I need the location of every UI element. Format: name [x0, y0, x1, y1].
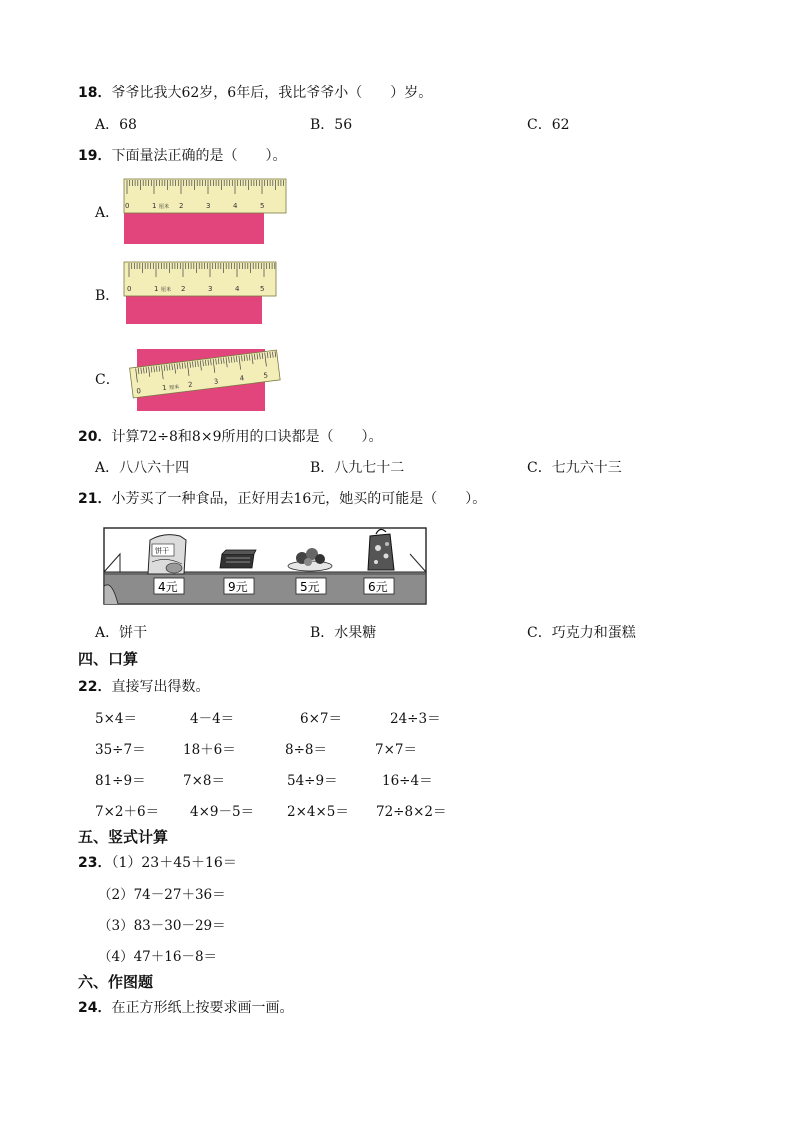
calc-item: 81÷9＝	[95, 773, 146, 789]
vertical-calc-item: （2）74－27＋36＝	[98, 887, 226, 903]
calc-item: 35÷7＝	[95, 742, 146, 758]
tick-label: 0	[125, 202, 130, 210]
question-18	[78, 82, 432, 102]
question-number: 23．	[78, 855, 112, 871]
question-22	[78, 676, 209, 696]
question-number: 19．	[78, 148, 112, 164]
calc-item: 8÷8＝	[285, 742, 327, 758]
ruler	[124, 262, 276, 296]
price-tag	[224, 578, 254, 594]
question-number: 22．	[78, 679, 112, 695]
question-text: 小芳买了一种食品，正好用去16元，她买的可能是（ ）。	[111, 491, 487, 507]
question-20	[78, 426, 382, 446]
option-b[interactable]: B．水果糖	[310, 625, 377, 641]
shop-shelf-figure	[102, 522, 428, 606]
price-label: 6元	[368, 580, 388, 594]
tick-label: 2	[181, 285, 186, 293]
question-text: 爷爷比我大62岁，6年后，我比爷爷小（ ）岁。	[111, 85, 433, 101]
tick-label: 1	[154, 285, 159, 293]
tick-label: 3	[213, 377, 219, 386]
tick-label: 2	[179, 202, 184, 210]
calc-item: 4－4＝	[190, 711, 235, 727]
vertical-calc-item: （4）47＋16－8＝	[98, 949, 218, 965]
ruler-figure-b	[120, 258, 290, 328]
question-text: 下面量法正确的是（ ）。	[111, 148, 287, 164]
question-text: 在正方形纸上按要求画一画。	[111, 1000, 294, 1016]
tick-label: 4	[233, 202, 238, 210]
vertical-calc-item: （3）83－30－29＝	[98, 918, 226, 934]
question-text: 计算72÷8和8×9所用的口诀都是（ ）。	[111, 429, 383, 445]
calc-item: 5×4＝	[95, 711, 137, 727]
price-tag	[364, 578, 394, 594]
option-c[interactable]: C．	[95, 372, 120, 388]
option-c[interactable]: C．62	[527, 117, 570, 133]
tick-label: 1	[152, 202, 157, 210]
tick-label: 5	[263, 371, 269, 380]
calc-item: 7×8＝	[183, 773, 225, 789]
unit-label: 厘米	[159, 204, 170, 210]
question-19	[78, 145, 286, 165]
section-heading-vertical-calc: 五、竖式计算	[78, 828, 169, 846]
calc-item: 54÷9＝	[287, 773, 338, 789]
option-b[interactable]: B．八九七十二	[310, 460, 405, 476]
tick-label: 0	[136, 386, 142, 396]
calc-item: 18＋6＝	[183, 742, 236, 758]
price-label: 4元	[158, 580, 178, 594]
calc-item: 4×9－5＝	[190, 804, 255, 820]
option-b[interactable]: B．56	[310, 117, 353, 133]
ruler-figure-a	[120, 174, 290, 246]
ruler-figure-c	[125, 345, 295, 413]
tick-label: 3	[206, 202, 211, 210]
calc-item: 7×2＋6＝	[95, 804, 160, 820]
calc-item: 6×7＝	[300, 711, 342, 727]
cake-box-icon	[368, 529, 394, 570]
price-tag	[154, 578, 184, 594]
ruler	[124, 179, 286, 213]
calc-item: 24÷3＝	[390, 711, 441, 727]
unit-label: 厘米	[161, 287, 172, 293]
tick-label: 0	[127, 285, 132, 293]
question-number: 18．	[78, 85, 112, 101]
option-c[interactable]: C．七九六十三	[527, 460, 622, 476]
question-number: 20．	[78, 429, 112, 445]
option-a[interactable]: A．八八六十四	[95, 460, 190, 476]
question-23	[78, 852, 237, 872]
tick-label: 4	[235, 285, 240, 293]
question-number: 24．	[78, 1000, 112, 1016]
question-text: （1）23＋45＋16＝	[111, 855, 237, 871]
option-a[interactable]: A．饼干	[95, 625, 148, 641]
option-a[interactable]: A．68	[95, 117, 137, 133]
calc-item: 2×4×5＝	[287, 804, 349, 820]
price-label: 9元	[228, 580, 248, 594]
biscuit-label: 饼干	[155, 547, 169, 555]
tick-label: 5	[260, 202, 265, 210]
tick-label: 1	[161, 383, 168, 393]
section-heading-drawing: 六、作图题	[78, 973, 154, 991]
section-heading-oral: 四、口算	[78, 650, 139, 668]
unit-label: 厘米	[169, 384, 180, 392]
option-c[interactable]: C．巧克力和蛋糕	[527, 625, 636, 641]
calc-item: 7×7＝	[375, 742, 417, 758]
biscuit-icon	[148, 535, 186, 574]
tick-label: 4	[239, 374, 245, 383]
tick-label: 3	[208, 285, 213, 293]
question-number: 21．	[78, 491, 112, 507]
calc-item: 72÷8×2＝	[376, 804, 447, 820]
question-21	[78, 488, 486, 508]
tick-label: 2	[187, 380, 194, 390]
price-label: 5元	[300, 580, 320, 594]
price-tag	[296, 578, 326, 594]
question-text: 直接写出得数。	[111, 679, 210, 695]
question-24	[78, 997, 293, 1017]
tick-label: 5	[260, 285, 265, 293]
candy-box-icon	[220, 550, 256, 568]
calc-item: 16÷4＝	[382, 773, 433, 789]
option-a[interactable]: A．	[95, 205, 120, 221]
option-b[interactable]: B．	[95, 288, 120, 304]
